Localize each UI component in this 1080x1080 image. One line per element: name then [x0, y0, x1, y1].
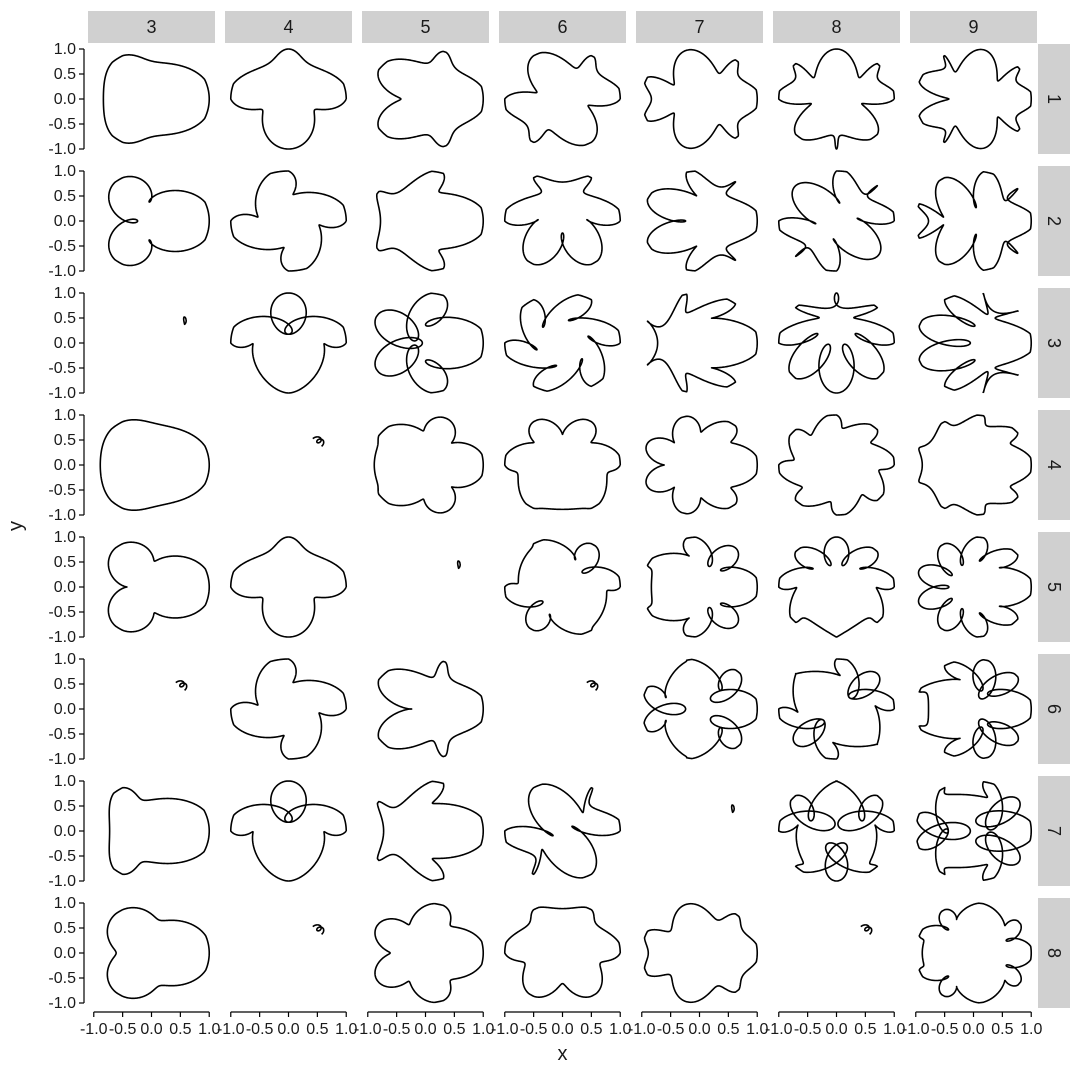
panel-row-6-col-3: [176, 681, 187, 690]
panel-row-8-col-9: [919, 903, 1031, 1003]
x-tick-label: -1.0: [627, 1021, 656, 1038]
y-tick-label: 0.5: [53, 676, 76, 693]
panel-row-8-col-7: [645, 904, 758, 1003]
x-tick-label: -0.5: [930, 1021, 959, 1038]
y-tick-label: 0.0: [53, 457, 76, 474]
row-strip-label-7: 7: [1044, 825, 1064, 837]
curve-row-7-col-5: [377, 781, 483, 880]
x-axis-col-6: [491, 1012, 631, 1038]
panel-row-4-col-3: [100, 420, 209, 510]
x-tick-label: -1.0: [216, 1021, 245, 1038]
row-strips: [1038, 44, 1070, 1008]
curve-row-4-col-5: [374, 417, 483, 513]
curve-row-1-col-3: [103, 55, 209, 143]
curve-row-7-col-3: [109, 788, 209, 875]
panel-row-5-col-4: [231, 537, 346, 637]
y-tick-label: -0.5: [48, 604, 76, 621]
curve-row-7-col-6: [505, 784, 620, 878]
y-tick-label: 1.0: [53, 41, 76, 58]
panel-row-6-col-6: [587, 681, 598, 690]
curve-row-1-col-8: [779, 49, 894, 149]
x-tick-label: 1.0: [883, 1021, 906, 1038]
curve-row-1-col-7: [645, 50, 758, 149]
curve-row-2-col-3: [109, 177, 209, 266]
panel-row-1-col-6: [505, 53, 620, 146]
y-tick-label: 0.5: [53, 188, 76, 205]
y-tick-label: -0.5: [48, 970, 76, 987]
curve-row-8-col-6: [505, 907, 620, 997]
y-tick-label: 1.0: [53, 163, 76, 180]
curve-row-7-col-8: [779, 781, 894, 881]
x-tick-label: -0.5: [656, 1021, 685, 1038]
curve-row-3-col-3: [184, 317, 187, 324]
panel-row-1-col-7: [645, 50, 758, 149]
panel-row-3-col-5: [375, 293, 483, 392]
y-tick-label: 1.0: [53, 895, 76, 912]
row-strip-label-3: 3: [1044, 337, 1064, 349]
y-tick-label: -1.0: [48, 751, 76, 768]
curve-row-3-col-8: [779, 293, 894, 393]
curve-row-5-col-6: [505, 540, 620, 634]
x-tick-label: -0.5: [519, 1021, 548, 1038]
panel-row-6-col-5: [378, 661, 483, 756]
panel-row-7-col-7: [732, 805, 735, 812]
y-tick-label: 0.0: [53, 579, 76, 596]
y-tick-label: -0.5: [48, 848, 76, 865]
x-tick-label: 0.5: [443, 1021, 466, 1038]
curve-row-4-col-8: [779, 415, 894, 515]
x-axis-col-8: [765, 1012, 905, 1038]
panel-row-7-col-4: [231, 781, 346, 881]
row-strip-label-4: 4: [1044, 459, 1064, 471]
x-axis-col-9: [902, 1012, 1042, 1038]
panel-row-5-col-5: [458, 561, 461, 568]
curve-row-5-col-7: [648, 537, 758, 637]
curve-row-3-col-4: [231, 293, 346, 393]
x-tick-label: -1.0: [79, 1021, 108, 1038]
panel-row-8-col-4: [313, 925, 324, 934]
x-tick-label: -0.5: [245, 1021, 274, 1038]
panel-row-4-col-4: [313, 437, 324, 446]
y-tick-label: -0.5: [48, 726, 76, 743]
panel-row-3-col-7: [648, 294, 758, 391]
curve-row-5-col-8: [779, 537, 894, 637]
x-tick-label: 1.0: [1020, 1021, 1043, 1038]
column-strip-label-8: 8: [831, 17, 842, 37]
curve-row-8-col-9: [919, 903, 1031, 1003]
panel-row-6-col-8: [779, 659, 894, 759]
y-tick-label: -0.5: [48, 482, 76, 499]
x-tick-label: 0.5: [580, 1021, 603, 1038]
x-tick-label: 0.5: [717, 1021, 740, 1038]
x-tick-label: -1.0: [353, 1021, 382, 1038]
x-tick-label: 0.5: [169, 1021, 192, 1038]
y-axes: [48, 41, 84, 1012]
y-tick-label: 0.5: [53, 66, 76, 83]
panels: [100, 49, 1031, 1003]
column-strip-label-3: 3: [146, 17, 157, 37]
curve-row-3-col-7: [648, 294, 758, 391]
column-strip-label-5: 5: [420, 17, 431, 37]
panel-row-3-col-6: [505, 295, 620, 391]
x-tick-label: -1.0: [764, 1021, 793, 1038]
column-strip-label-4: 4: [283, 17, 294, 37]
panel-row-8-col-3: [107, 908, 209, 999]
x-tick-label: 0.0: [277, 1021, 300, 1038]
row-strip-label-2: 2: [1044, 215, 1064, 227]
panel-row-7-col-8: [779, 781, 894, 881]
curve-row-2-col-7: [647, 171, 757, 271]
x-tick-label: -0.5: [108, 1021, 137, 1038]
curve-row-8-col-7: [645, 904, 758, 1003]
x-tick-label: 0.0: [962, 1021, 985, 1038]
curve-row-6-col-3: [176, 681, 187, 690]
panel-row-2-col-7: [647, 171, 757, 271]
panel-row-7-col-9: [917, 782, 1031, 880]
y-tick-label: 0.0: [53, 91, 76, 108]
curve-row-2-col-6: [505, 176, 620, 265]
panel-row-3-col-9: [919, 294, 1031, 393]
x-tick-label: 1.0: [335, 1021, 358, 1038]
y-axis-row-3: [48, 285, 84, 402]
y-tick-label: 0.0: [53, 823, 76, 840]
panel-row-2-col-3: [109, 177, 209, 266]
curve-row-7-col-9: [917, 782, 1031, 880]
panel-row-1-col-8: [779, 49, 894, 149]
panel-row-3-col-4: [231, 293, 346, 393]
x-axis-col-5: [354, 1012, 494, 1038]
curve-row-8-col-8: [861, 925, 872, 934]
column-strips: [88, 11, 1037, 43]
panel-row-5-col-6: [505, 540, 620, 634]
x-tick-label: 0.0: [414, 1021, 437, 1038]
curve-row-2-col-4: [231, 171, 346, 271]
curve-row-1-col-9: [919, 49, 1031, 148]
curve-row-5-col-5: [458, 561, 461, 568]
y-tick-label: -1.0: [48, 629, 76, 646]
panel-row-5-col-7: [648, 537, 758, 637]
y-tick-label: 0.0: [53, 213, 76, 230]
panel-row-7-col-6: [505, 784, 620, 878]
y-tick-label: 0.0: [53, 701, 76, 718]
y-axis-row-6: [48, 651, 84, 768]
curve-row-5-col-3: [108, 542, 209, 632]
panel-row-5-col-8: [779, 537, 894, 637]
curve-row-5-col-4: [231, 537, 346, 637]
curve-row-8-col-4: [313, 925, 324, 934]
column-strip-label-7: 7: [694, 17, 705, 37]
y-tick-label: 0.5: [53, 310, 76, 327]
y-tick-label: -1.0: [48, 385, 76, 402]
curve-row-3-col-6: [505, 295, 620, 391]
x-tick-label: 1.0: [198, 1021, 221, 1038]
panel-row-2-col-4: [231, 171, 346, 271]
y-tick-label: 0.0: [53, 335, 76, 352]
y-axis-title: y: [5, 521, 27, 531]
row-strip-label-5: 5: [1044, 581, 1064, 593]
curve-row-4-col-6: [505, 419, 620, 509]
curve-row-7-col-7: [732, 805, 735, 812]
panel-row-1-col-4: [231, 49, 346, 149]
x-axis-col-4: [217, 1012, 357, 1038]
panel-row-8-col-6: [505, 907, 620, 997]
panel-row-4-col-8: [779, 415, 894, 515]
curve-row-8-col-3: [107, 908, 209, 999]
curve-row-5-col-9: [919, 537, 1032, 637]
x-axis-col-3: [80, 1012, 220, 1038]
x-tick-label: 0.0: [140, 1021, 163, 1038]
y-tick-label: 1.0: [53, 285, 76, 302]
y-tick-label: 1.0: [53, 407, 76, 424]
x-axis-col-7: [628, 1012, 768, 1038]
y-axis-row-8: [48, 895, 84, 1012]
curve-row-6-col-7: [644, 659, 757, 758]
panel-row-1-col-9: [919, 49, 1031, 148]
panel-row-5-col-3: [108, 542, 209, 632]
curve-row-1-col-4: [231, 49, 346, 149]
panel-row-1-col-5: [378, 51, 483, 146]
curve-row-1-col-6: [505, 53, 620, 146]
panel-row-2-col-9: [918, 172, 1031, 270]
curve-row-6-col-6: [587, 681, 598, 690]
panel-row-4-col-6: [505, 419, 620, 509]
y-tick-label: -1.0: [48, 141, 76, 158]
y-tick-label: -0.5: [48, 238, 76, 255]
x-tick-label: -1.0: [490, 1021, 519, 1038]
x-tick-label: 0.0: [825, 1021, 848, 1038]
y-tick-label: -0.5: [48, 116, 76, 133]
y-tick-label: 1.0: [53, 651, 76, 668]
y-tick-label: -1.0: [48, 995, 76, 1012]
panel-row-3-col-3: [184, 317, 187, 324]
x-tick-label: 1.0: [472, 1021, 495, 1038]
curve-row-7-col-4: [231, 781, 346, 881]
x-tick-label: 0.5: [854, 1021, 877, 1038]
panel-row-6-col-4: [231, 659, 346, 759]
y-axis-row-7: [48, 773, 84, 890]
panel-row-8-col-5: [375, 904, 483, 1003]
y-tick-label: -1.0: [48, 507, 76, 524]
curve-row-4-col-4: [313, 437, 324, 446]
y-tick-label: 1.0: [53, 529, 76, 546]
y-axis-row-1: [48, 41, 84, 158]
y-tick-label: -0.5: [48, 360, 76, 377]
x-tick-label: 1.0: [746, 1021, 769, 1038]
curve-row-6-col-5: [378, 661, 483, 756]
curve-row-1-col-5: [378, 51, 483, 146]
x-tick-label: 0.0: [551, 1021, 574, 1038]
y-tick-label: 0.0: [53, 945, 76, 962]
curve-row-3-col-5: [375, 293, 483, 392]
panel-row-3-col-8: [779, 293, 894, 393]
y-tick-label: 1.0: [53, 773, 76, 790]
panel-row-2-col-8: [779, 171, 894, 271]
x-tick-label: -0.5: [793, 1021, 822, 1038]
x-tick-label: 0.5: [306, 1021, 329, 1038]
x-tick-label: 0.5: [991, 1021, 1014, 1038]
column-strip-label-6: 6: [557, 17, 568, 37]
panel-row-4-col-7: [646, 416, 757, 513]
panel-row-4-col-5: [374, 417, 483, 513]
curve-row-6-col-9: [919, 660, 1031, 758]
x-axes: [80, 1012, 1042, 1038]
panel-row-6-col-7: [644, 659, 757, 758]
y-axis-row-2: [48, 163, 84, 280]
panel-row-2-col-5: [377, 171, 483, 270]
curve-row-4-col-3: [100, 420, 209, 510]
curve-row-3-col-9: [919, 294, 1031, 393]
panel-row-1-col-3: [103, 55, 209, 143]
panel-row-6-col-9: [919, 660, 1031, 758]
row-strip-label-8: 8: [1044, 947, 1064, 959]
curve-row-6-col-4: [231, 659, 346, 759]
panel-row-2-col-6: [505, 176, 620, 265]
x-tick-label: -1.0: [901, 1021, 930, 1038]
panel-row-8-col-8: [861, 925, 872, 934]
x-tick-label: 0.0: [688, 1021, 711, 1038]
y-axis-row-5: [48, 529, 84, 646]
curve-row-2-col-9: [918, 172, 1031, 270]
y-tick-label: -1.0: [48, 263, 76, 280]
y-tick-label: 0.5: [53, 920, 76, 937]
y-axis-row-4: [48, 407, 84, 524]
curve-row-6-col-8: [779, 659, 894, 759]
row-strip-label-6: 6: [1044, 703, 1064, 715]
column-strip-label-9: 9: [968, 17, 979, 37]
curve-row-4-col-7: [646, 416, 757, 513]
panel-row-7-col-3: [109, 788, 209, 875]
row-strip-label-1: 1: [1044, 93, 1064, 105]
panel-row-4-col-9: [919, 415, 1031, 515]
panel-row-5-col-9: [919, 537, 1032, 637]
curve-row-8-col-5: [375, 904, 483, 1003]
x-tick-label: 1.0: [609, 1021, 632, 1038]
curve-row-4-col-9: [919, 415, 1031, 515]
y-tick-label: 0.5: [53, 798, 76, 815]
curve-row-2-col-5: [377, 171, 483, 270]
x-tick-label: -0.5: [382, 1021, 411, 1038]
panel-row-7-col-5: [377, 781, 483, 880]
curve-row-2-col-8: [779, 171, 894, 271]
x-axis-title: x: [557, 1043, 568, 1065]
y-tick-label: 0.5: [53, 432, 76, 449]
y-tick-label: -1.0: [48, 873, 76, 890]
y-tick-label: 0.5: [53, 554, 76, 571]
